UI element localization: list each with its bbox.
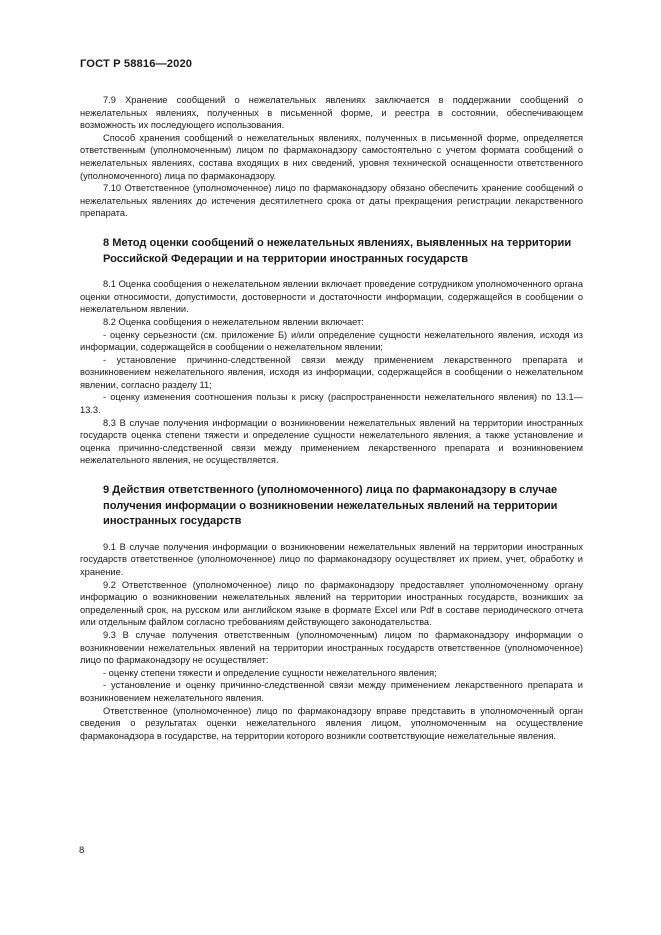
- paragraph-7-9-storage: Способ хранения сообщений о нежелательных явлениях, полученных в письменной форме, определяется ответственным (уполномоченным) лицом по фармаконадзору самостоятельно с учетом формата сообщений о нежелательных явлениях, состава входящих в них сведений, уровня технической оснащенности ответственного (уполномоченного) лица по фармаконадзору.: [80, 132, 583, 181]
- page-body: [80, 94, 583, 742]
- paragraph-8-1: 8.1 Оценка сообщения о нежелательном явлении включает проведение сотрудником уполномоченного органа оценки относимости, допустимости, достоверности и достаточности информации, содержащейся в сообщении о нежелательном явлении.: [80, 279, 583, 315]
- spacer: [80, 267, 583, 278]
- paragraph-9-3: 9.3 В случае получения ответственным (уполномоченным) лицом по фармаконадзору информации о возникновении нежелательных явлений на территории иностранных государств ответственное (уполномоченное) лицо по фармаконадзору не осуществляет:: [80, 629, 583, 666]
- list-item: - оценку изменения соотношения пользы к риску (распространенности нежелательного явления) по 13.1—13.3.: [80, 392, 583, 416]
- paragraph-7-9: 7.9 Хранение сообщений о нежелательных явлениях заключается в поддержании сообщений о нежелательных явлениях, полученных в письменной форме, и реестра в состоянии, обеспечивающем возможность их последующего использования.: [80, 95, 583, 131]
- page-number: 8: [79, 845, 85, 856]
- paragraph-9-2: 9.2 Ответственное (уполномоченное) лицо по фармаконадзору предоставляет уполномоченному органу информацию о возникновении нежелательных явлений на территории иностранных государств, возникших за определенный срок, на русском или английском языке в формате Excel или Pdf в составе периодического отчета или отдельным файлом согласно требованиям действующего законодательства.: [80, 579, 583, 628]
- document-header: ГОСТ Р 58816—2020: [80, 58, 193, 70]
- spacer: [80, 467, 583, 483]
- spacer: [80, 220, 583, 236]
- paragraph-9-1: 9.1 В случае получения информации о возникновении нежелательных явлений на территории иностранных государств ответственное (уполномоченное) лицо по фармаконадзору осуществляет их прием, учет, обработку и хранение.: [80, 541, 583, 577]
- paragraph-7-10: 7.10 Ответственное (уполномоченное) лицо по фармаконадзору обязано обеспечить хранение сообщений о нежелательных явлениях до истечения десятилетнего срока от даты прекращения регистрации лекарственного препарата.: [80, 183, 583, 219]
- list-item: - оценку степени тяжести и определение сущности нежелательного явления;: [103, 667, 437, 678]
- paragraph-8-3: 8.3 В случае получения информации о возникновении нежелательных явлений на территории иностранных государств оценка степени тяжести и определение сущности нежелательного явления, а также установление и оценка причинно-следственной связи между применением лекарственного препарата и возникновением нежелательного явления, не осуществляется.: [80, 417, 583, 466]
- list-item: - установление причинно-следственной связи между применением лекарственного препарата и возникновением нежелательного явления, исходя из информации, содержащейся в сообщении о нежелательном явлении, согласно разделу 11;: [80, 354, 583, 390]
- section-9-heading: 9 Действия ответственного (уполномоченного) лица по фармаконадзору в случае получения информации о возникновении нежелательных явлений на территории иностранных государств: [103, 484, 558, 528]
- list-item: - оценку серьезности (см. приложение Б) и/или определение сущности нежелательного явления, исходя из информации, содержащейся в сообщении о нежелательном явлении;: [80, 329, 583, 353]
- paragraph-9-3-right: Ответственное (уполномоченное) лицо по фармаконадзору вправе представить в уполномоченный орган сведения о результатах оценки нежелательного явления лицом, уполномоченным на осуществление фармаконадзора в государстве, на территории которого возникли соответствующие нежелательные явления.: [80, 705, 583, 741]
- spacer: [80, 530, 583, 541]
- paragraph-8-2: 8.2 Оценка сообщения о нежелательном явлении включает:: [103, 316, 364, 327]
- section-8-heading: 8 Метод оценки сообщений о нежелательных явлениях, выявленных на территории Российской Федерации и на территории иностранных государств: [103, 236, 572, 265]
- list-item: - установление и оценку причинно-следственной связи между применением лекарственного препарата и возникновением нежелательного явления.: [80, 680, 583, 703]
